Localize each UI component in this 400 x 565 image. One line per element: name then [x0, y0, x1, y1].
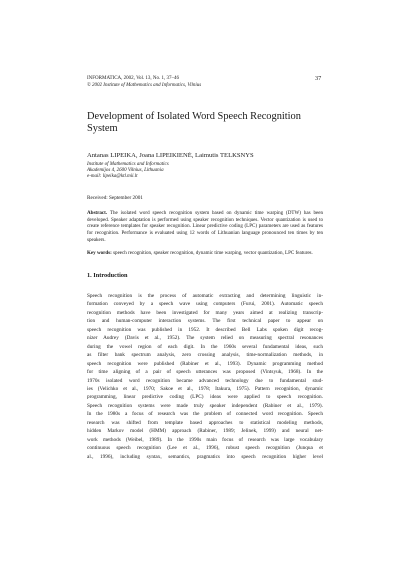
affiliation-institute: Institute of Mathematics and Informatics: [87, 162, 169, 167]
body-line: formation conveyed by a speech wave using computers (Furui, 2001). Automatic speech: [87, 301, 323, 308]
affiliation: [87, 162, 169, 181]
affiliation-email: e-mail: lipeika@ktl.mii.lt: [87, 174, 138, 180]
body-line: work methods (Weibel, 1989). In the 1990s main focus of research was large vocabulary: [87, 436, 323, 443]
body-line: tion and human-computer interaction systems. The first technical paper to appear on: [87, 318, 323, 325]
body-line: programming, linear predictive coding (LPC) ideas were applied to speech recognition.: [87, 394, 323, 401]
affiliation-address: Akademijos 4, 2600 Vilnius, Lithuania: [87, 168, 164, 174]
body-line: continuous speech recognition (Lee et al., 1996), robust speech recognition (Junqua et: [87, 445, 323, 452]
body-text: [87, 292, 323, 461]
body-line: speech recognition were published (Rabiner et al., 1993). Dynamic programming method: [87, 360, 323, 367]
body-line: recognition methods have been investigated for many years aimed at realizing transcrip-: [87, 309, 323, 316]
abstract-text: The isolated word speech recognition system based on dynamic time warping (DTW) has been developed. Speaker adaptation is performed using speaker recognition techniques. Vector quantization is used to create reference templates for speaker recognition. Linear predictive coding (LPC) parameters are used as features for recognition. Performance is evaluated using 12 words of Lithuanian language pronounced ten times by ten speakers.: [87, 210, 323, 243]
keywords: [87, 250, 323, 257]
body-line: during the vowel region of each digit. In the 1960s several fundamental ideas, such: [87, 343, 323, 350]
title-line: Development of Isolated Word Speech Recognition: [87, 111, 301, 122]
body-line: In the 1980s a focus of research was the problem of connected word recognition. Speech: [87, 411, 323, 418]
body-line: for time aligning of a pair of speech utterances was proposed (Vintsyuk, 1968). In the: [87, 369, 323, 376]
abstract-label: Abstract.: [87, 210, 108, 216]
body-line: as filter bank spectrum analysis, zero crossing analysis, time-normalization methods, in: [87, 352, 323, 359]
title-line: System: [87, 123, 118, 135]
journal-header: [87, 76, 201, 89]
keywords-label: Key words:: [87, 250, 112, 256]
keywords-text: speech recognition, speaker recognition, dynamic time warping, vector quantization, LPC features.: [113, 250, 313, 256]
journal-copyright: © 2002 Institute of Mathematics and Informatics, Vilnius: [87, 82, 202, 88]
section-heading: 1. Introduction: [87, 272, 128, 279]
body-line: Speech recognition is the process of automatic extracting and determining linguistic in-: [87, 293, 323, 299]
paper-title: [87, 111, 323, 136]
body-line: 1970s isolated word recognition became advanced technology due to fundamental stud-: [87, 377, 323, 384]
page-number: 37: [315, 75, 322, 82]
authors: Antanas LIPEIKA, Joana LIPEIKIENĖ, Laimutis TELKSNYS: [87, 152, 254, 159]
body-line: Speech recognition systems were made truly speaker independent (Rabiner et al., 1979).: [87, 402, 323, 409]
body-line: al., 1996), including syntax, semantics, pragmatics into speech recognition higher level: [87, 453, 323, 460]
journal-citation: INFORMATICA, 2002, Vol. 13, No. 1, 37–46: [87, 76, 180, 81]
received-date: Received: September 2001: [87, 195, 143, 201]
abstract: [87, 210, 323, 244]
body-line: ies (Velichko et al., 1970; Sakoe et al., 1978; Itakura, 1975). Pattern recognition, dynamic: [87, 385, 323, 392]
body-line: speech recognition was published in 1952. It described Bell Labs spoken digit recog-: [87, 326, 323, 333]
body-line: research was shifted from template based approaches to statistical modeling methods,: [87, 419, 323, 426]
body-line: hidden Markov model (HMM) approach (Rabiner, 1989; Jelinek, 1999) and neural net-: [87, 428, 323, 435]
body-line: nizer Audrey (Davis et al., 1952). The system relied on measuring spectral resonances: [87, 335, 323, 342]
